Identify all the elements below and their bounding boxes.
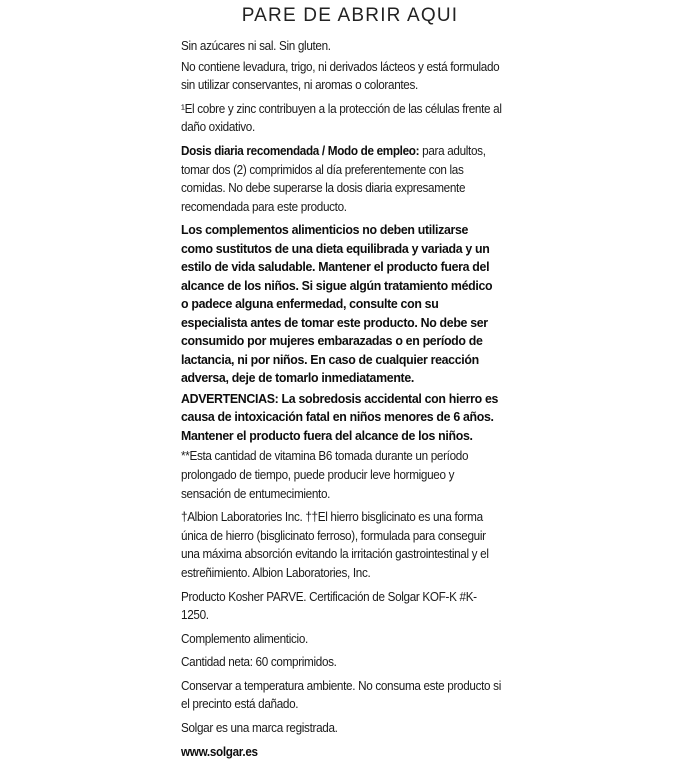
dosage-instructions <box>181 142 502 216</box>
sugar-salt-gluten-note: Sin azúcares ni sal. Sin gluten. <box>181 39 331 53</box>
allergen-free-note: No contiene levadura, trigo, ni derivados lácteos y está formulado sin utilizar conservantes, ni aromas o colorantes. <box>181 59 500 93</box>
food-supplement-note: Complemento alimenticio. <box>181 631 308 646</box>
dosage-heading: Dosis diaria recomendada / Modo de empleo: <box>181 143 420 158</box>
vitamin-b6-note: **Esta cantidad de vitamina B6 tomada durante un período prolongado de tiempo, puede producir leve hormigueo y sensación de entumecimiento. <box>181 449 469 501</box>
storage-instructions: Conservar a temperatura ambiente. No consuma este producto si el precinto está dañado. <box>181 678 501 712</box>
website-link[interactable]: www.solgar.es <box>181 744 258 759</box>
albion-iron-note: †Albion Laboratories Inc. ††El hierro bisglicinato es una forma única de hierro (bisglicinato ferroso), formulada para conseguir una máxima absorción evitando la irritación gastrointestinal y el estreñimiento. Albion Laboratories, Inc. <box>181 510 489 580</box>
supplement-warning: Los complementos alimenticios no deben utilizarse como sustitutos de una dieta equilibrada y variada y un estilo de vida saludable. Mantener el producto fuera del alcance de los niños. Si sigue algún tratamiento médico o padece alguna enfermedad, consulte con su especialista antes de tomar este producto. No debe ser consumido por mujeres embarazadas o en período de lactancia, ni por niños. En caso de cualquier reacción adversa, deje de tomarlo inmediatamente. <box>181 222 493 386</box>
label-text-block <box>181 37 502 764</box>
trademark-note: Solgar es una marca registrada. <box>181 721 338 736</box>
dosage-body: para adultos, tomar dos (2) comprimidos al día preferentemente con las comidas. No debe superarse la dosis diaria expresamente recomendada para este producto. <box>181 143 486 214</box>
kosher-certification: Producto Kosher PARVE. Certificación de Solgar KOF-K #K-1250. <box>181 589 477 623</box>
net-quantity: Cantidad neta: 60 comprimidos. <box>181 655 337 670</box>
label-header: PARE DE ABRIR AQUI <box>241 5 459 26</box>
overdose-warning: ADVERTENCIAS: La sobredosis accidental con hierro es causa de intoxicación fatal en niños menores de 6 años. Mantener el producto fuera del alcance de los niños. <box>181 390 499 443</box>
copper-zinc-claim: ¹El cobre y zinc contribuyen a la protección de las células frente al daño oxidativo. <box>181 101 502 135</box>
